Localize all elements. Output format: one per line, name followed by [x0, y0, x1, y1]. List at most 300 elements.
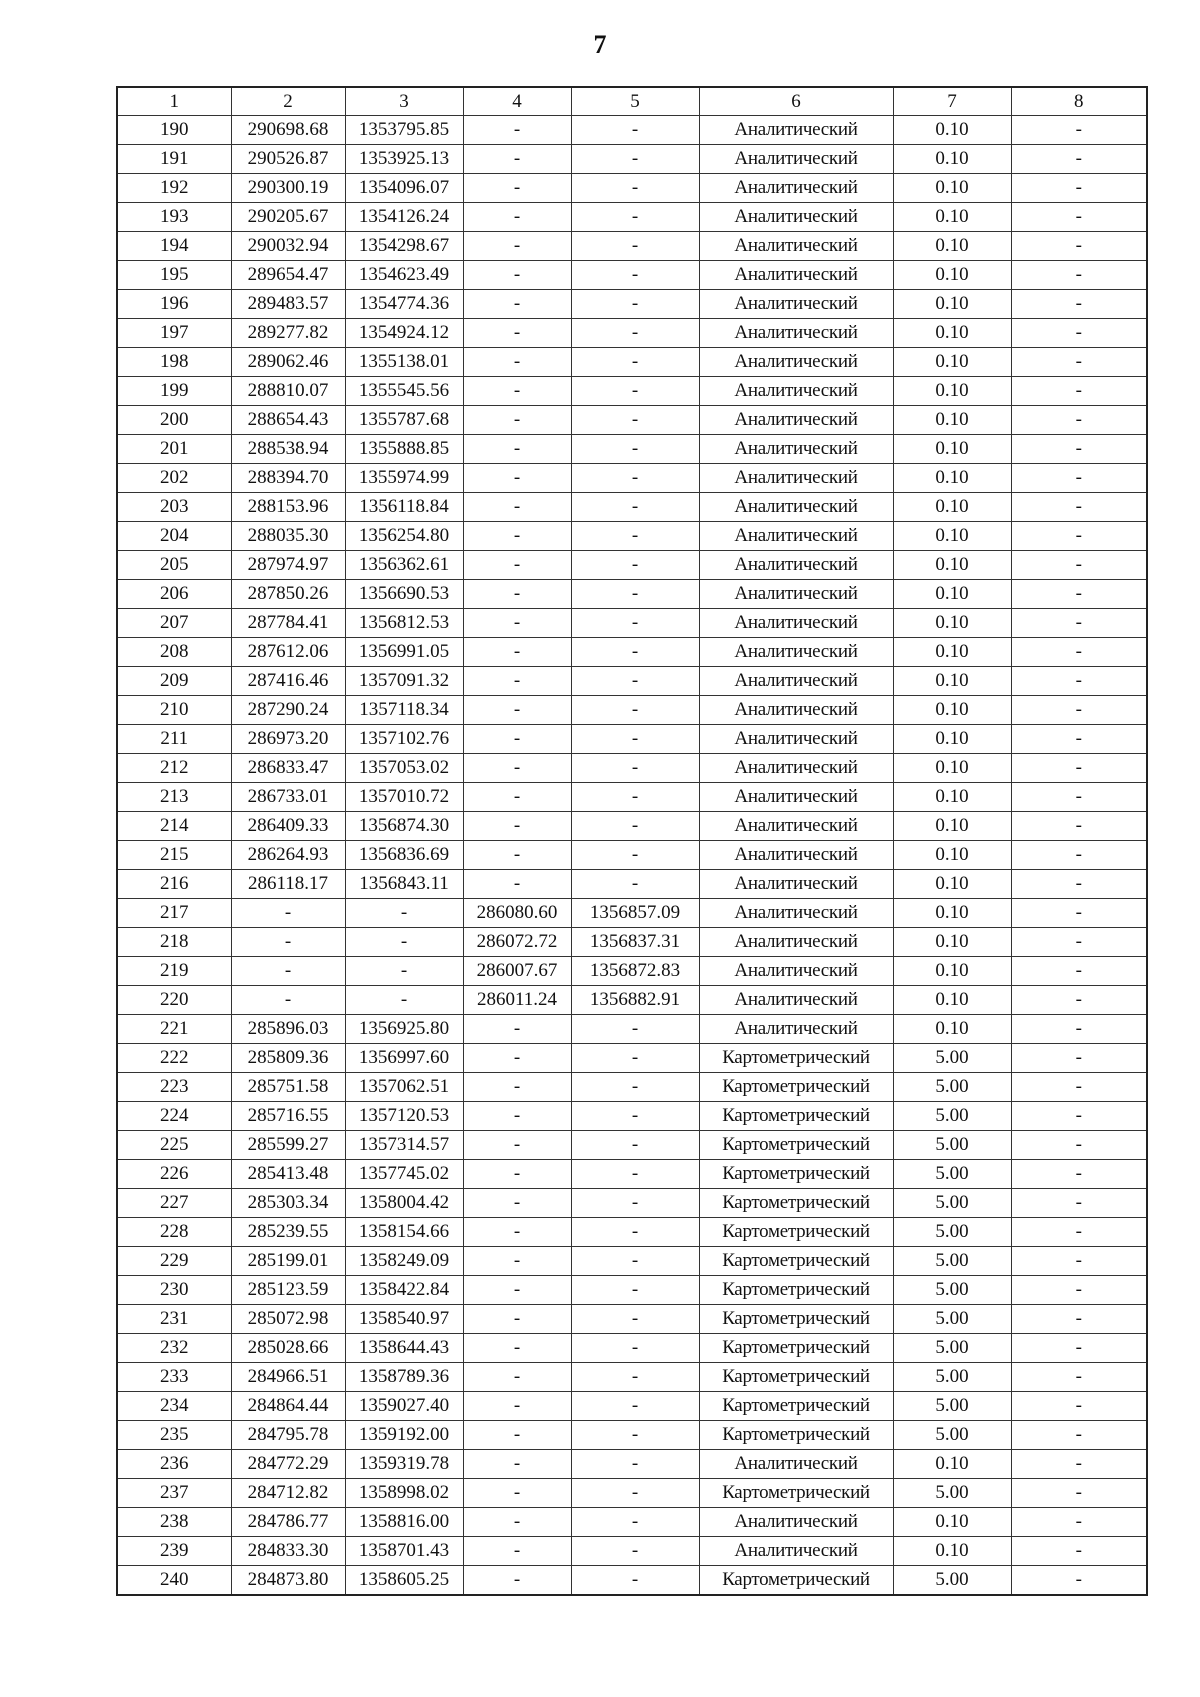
point-number-cell: 229 — [117, 1247, 231, 1276]
table-row — [117, 957, 1147, 986]
y-coordinate-cell: 1357120.53 — [345, 1102, 463, 1131]
accuracy-cell: 5.00 — [893, 1363, 1011, 1392]
point-number-cell: 222 — [117, 1044, 231, 1073]
table-row — [117, 1131, 1147, 1160]
accuracy-cell: 0.10 — [893, 957, 1011, 986]
x-coordinate-cell: 289062.46 — [231, 348, 345, 377]
x-coordinate-cell: 285751.58 — [231, 1073, 345, 1102]
point-number-cell: 213 — [117, 783, 231, 812]
table-row — [117, 1508, 1147, 1537]
table-row — [117, 1247, 1147, 1276]
table-row — [117, 1305, 1147, 1334]
x-coordinate-cell: 290526.87 — [231, 145, 345, 174]
y-new-coordinate-cell: - — [571, 725, 699, 754]
method-cell: Аналитический — [699, 609, 893, 638]
point-number-cell: 196 — [117, 290, 231, 319]
point-number-cell: 190 — [117, 116, 231, 145]
x-new-coordinate-cell: 286011.24 — [463, 986, 571, 1015]
x-coordinate-cell: - — [231, 899, 345, 928]
x-new-coordinate-cell: - — [463, 1479, 571, 1508]
point-number-cell: 240 — [117, 1566, 231, 1596]
accuracy-cell: 0.10 — [893, 899, 1011, 928]
method-cell: Аналитический — [699, 696, 893, 725]
x-new-coordinate-cell: - — [463, 551, 571, 580]
x-coordinate-cell: 285239.55 — [231, 1218, 345, 1247]
x-new-coordinate-cell: - — [463, 406, 571, 435]
table-row — [117, 609, 1147, 638]
accuracy-cell: 0.10 — [893, 203, 1011, 232]
y-new-coordinate-cell: - — [571, 290, 699, 319]
point-number-cell: 237 — [117, 1479, 231, 1508]
column-header: 8 — [1011, 87, 1147, 116]
method-cell: Аналитический — [699, 870, 893, 899]
y-coordinate-cell: 1354774.36 — [345, 290, 463, 319]
y-coordinate-cell: 1357314.57 — [345, 1131, 463, 1160]
y-coordinate-cell: 1356362.61 — [345, 551, 463, 580]
x-new-coordinate-cell: - — [463, 1334, 571, 1363]
table-row — [117, 551, 1147, 580]
table-row — [117, 841, 1147, 870]
y-new-coordinate-cell: - — [571, 348, 699, 377]
x-new-coordinate-cell: - — [463, 1566, 571, 1596]
y-coordinate-cell: 1357102.76 — [345, 725, 463, 754]
y-coordinate-cell: - — [345, 899, 463, 928]
table-row — [117, 464, 1147, 493]
x-new-coordinate-cell: - — [463, 1363, 571, 1392]
method-cell: Картометрический — [699, 1073, 893, 1102]
y-coordinate-cell: 1354924.12 — [345, 319, 463, 348]
x-new-coordinate-cell: 286080.60 — [463, 899, 571, 928]
table-row — [117, 725, 1147, 754]
y-new-coordinate-cell: 1356872.83 — [571, 957, 699, 986]
point-number-cell: 200 — [117, 406, 231, 435]
x-coordinate-cell: 284966.51 — [231, 1363, 345, 1392]
accuracy-cell: 5.00 — [893, 1131, 1011, 1160]
method-cell: Аналитический — [699, 377, 893, 406]
method-cell: Картометрический — [699, 1392, 893, 1421]
y-new-coordinate-cell: - — [571, 1566, 699, 1596]
y-new-coordinate-cell: - — [571, 551, 699, 580]
note-cell: - — [1011, 319, 1147, 348]
table-row — [117, 986, 1147, 1015]
note-cell: - — [1011, 464, 1147, 493]
method-cell: Картометрический — [699, 1247, 893, 1276]
table-row — [117, 174, 1147, 203]
x-coordinate-cell: 286733.01 — [231, 783, 345, 812]
method-cell: Аналитический — [699, 928, 893, 957]
y-new-coordinate-cell: - — [571, 261, 699, 290]
y-coordinate-cell: 1356812.53 — [345, 609, 463, 638]
y-coordinate-cell: 1354623.49 — [345, 261, 463, 290]
table-row — [117, 1044, 1147, 1073]
y-new-coordinate-cell: - — [571, 1131, 699, 1160]
table-row — [117, 1102, 1147, 1131]
method-cell: Картометрический — [699, 1189, 893, 1218]
point-number-cell: 209 — [117, 667, 231, 696]
note-cell: - — [1011, 696, 1147, 725]
y-coordinate-cell: 1359192.00 — [345, 1421, 463, 1450]
note-cell: - — [1011, 174, 1147, 203]
note-cell: - — [1011, 203, 1147, 232]
method-cell: Аналитический — [699, 986, 893, 1015]
accuracy-cell: 0.10 — [893, 290, 1011, 319]
x-new-coordinate-cell: - — [463, 116, 571, 145]
method-cell: Аналитический — [699, 174, 893, 203]
y-coordinate-cell: 1355787.68 — [345, 406, 463, 435]
table-row — [117, 667, 1147, 696]
accuracy-cell: 0.10 — [893, 145, 1011, 174]
note-cell: - — [1011, 957, 1147, 986]
table-row — [117, 928, 1147, 957]
point-number-cell: 217 — [117, 899, 231, 928]
table-row — [117, 435, 1147, 464]
x-new-coordinate-cell: - — [463, 725, 571, 754]
table-row — [117, 783, 1147, 812]
point-number-cell: 234 — [117, 1392, 231, 1421]
x-coordinate-cell: - — [231, 928, 345, 957]
method-cell: Аналитический — [699, 290, 893, 319]
point-number-cell: 224 — [117, 1102, 231, 1131]
accuracy-cell: 0.10 — [893, 1450, 1011, 1479]
accuracy-cell: 5.00 — [893, 1566, 1011, 1596]
accuracy-cell: 0.10 — [893, 232, 1011, 261]
y-new-coordinate-cell: - — [571, 232, 699, 261]
y-new-coordinate-cell: - — [571, 1073, 699, 1102]
point-number-cell: 205 — [117, 551, 231, 580]
accuracy-cell: 5.00 — [893, 1247, 1011, 1276]
method-cell: Аналитический — [699, 261, 893, 290]
x-new-coordinate-cell: - — [463, 609, 571, 638]
y-new-coordinate-cell: - — [571, 1276, 699, 1305]
y-new-coordinate-cell: - — [571, 522, 699, 551]
x-new-coordinate-cell: - — [463, 319, 571, 348]
note-cell: - — [1011, 1247, 1147, 1276]
y-new-coordinate-cell: - — [571, 1479, 699, 1508]
y-new-coordinate-cell: - — [571, 783, 699, 812]
x-new-coordinate-cell: - — [463, 145, 571, 174]
x-coordinate-cell: 290205.67 — [231, 203, 345, 232]
x-new-coordinate-cell: - — [463, 522, 571, 551]
y-coordinate-cell: - — [345, 957, 463, 986]
point-number-cell: 210 — [117, 696, 231, 725]
table-row — [117, 1392, 1147, 1421]
method-cell: Аналитический — [699, 957, 893, 986]
y-new-coordinate-cell: - — [571, 319, 699, 348]
method-cell: Аналитический — [699, 319, 893, 348]
method-cell: Картометрический — [699, 1160, 893, 1189]
method-cell: Аналитический — [699, 1508, 893, 1537]
point-number-cell: 202 — [117, 464, 231, 493]
y-coordinate-cell: 1357745.02 — [345, 1160, 463, 1189]
x-coordinate-cell: 288538.94 — [231, 435, 345, 464]
table-header-row — [117, 87, 1147, 116]
y-coordinate-cell: 1356836.69 — [345, 841, 463, 870]
y-new-coordinate-cell: - — [571, 1218, 699, 1247]
method-cell: Аналитический — [699, 203, 893, 232]
note-cell: - — [1011, 1450, 1147, 1479]
point-number-cell: 207 — [117, 609, 231, 638]
point-number-cell: 211 — [117, 725, 231, 754]
accuracy-cell: 5.00 — [893, 1073, 1011, 1102]
accuracy-cell: 0.10 — [893, 1508, 1011, 1537]
note-cell: - — [1011, 1363, 1147, 1392]
note-cell: - — [1011, 1508, 1147, 1537]
method-cell: Аналитический — [699, 667, 893, 696]
table-row — [117, 1189, 1147, 1218]
accuracy-cell: 0.10 — [893, 783, 1011, 812]
x-coordinate-cell: 285716.55 — [231, 1102, 345, 1131]
accuracy-cell: 0.10 — [893, 928, 1011, 957]
column-header: 1 — [117, 87, 231, 116]
method-cell: Аналитический — [699, 754, 893, 783]
y-coordinate-cell: 1358701.43 — [345, 1537, 463, 1566]
y-new-coordinate-cell: - — [571, 406, 699, 435]
y-coordinate-cell: 1356925.80 — [345, 1015, 463, 1044]
accuracy-cell: 0.10 — [893, 493, 1011, 522]
note-cell: - — [1011, 870, 1147, 899]
y-coordinate-cell: 1357053.02 — [345, 754, 463, 783]
y-coordinate-cell: 1358004.42 — [345, 1189, 463, 1218]
accuracy-cell: 0.10 — [893, 754, 1011, 783]
point-number-cell: 228 — [117, 1218, 231, 1247]
method-cell: Картометрический — [699, 1566, 893, 1596]
y-new-coordinate-cell: - — [571, 377, 699, 406]
point-number-cell: 208 — [117, 638, 231, 667]
y-new-coordinate-cell: - — [571, 1305, 699, 1334]
note-cell: - — [1011, 841, 1147, 870]
y-coordinate-cell: 1353795.85 — [345, 116, 463, 145]
x-new-coordinate-cell: 286007.67 — [463, 957, 571, 986]
table-row — [117, 522, 1147, 551]
column-header: 3 — [345, 87, 463, 116]
table-row — [117, 1421, 1147, 1450]
y-coordinate-cell: 1357062.51 — [345, 1073, 463, 1102]
point-number-cell: 238 — [117, 1508, 231, 1537]
x-coordinate-cell: - — [231, 986, 345, 1015]
x-coordinate-cell: 287416.46 — [231, 667, 345, 696]
point-number-cell: 235 — [117, 1421, 231, 1450]
y-coordinate-cell: 1357118.34 — [345, 696, 463, 725]
accuracy-cell: 0.10 — [893, 696, 1011, 725]
x-coordinate-cell: 286409.33 — [231, 812, 345, 841]
x-coordinate-cell: 285413.48 — [231, 1160, 345, 1189]
x-new-coordinate-cell: - — [463, 348, 571, 377]
point-number-cell: 195 — [117, 261, 231, 290]
y-new-coordinate-cell: - — [571, 1015, 699, 1044]
column-header: 5 — [571, 87, 699, 116]
x-new-coordinate-cell: - — [463, 696, 571, 725]
point-number-cell: 191 — [117, 145, 231, 174]
y-new-coordinate-cell: - — [571, 1160, 699, 1189]
y-new-coordinate-cell: - — [571, 493, 699, 522]
table-row — [117, 638, 1147, 667]
accuracy-cell: 0.10 — [893, 667, 1011, 696]
y-coordinate-cell: 1356118.84 — [345, 493, 463, 522]
y-new-coordinate-cell: - — [571, 1363, 699, 1392]
method-cell: Аналитический — [699, 493, 893, 522]
accuracy-cell: 5.00 — [893, 1305, 1011, 1334]
x-new-coordinate-cell: - — [463, 1450, 571, 1479]
note-cell: - — [1011, 551, 1147, 580]
table-row — [117, 580, 1147, 609]
table-row — [117, 1073, 1147, 1102]
y-coordinate-cell: 1358154.66 — [345, 1218, 463, 1247]
accuracy-cell: 0.10 — [893, 319, 1011, 348]
accuracy-cell: 5.00 — [893, 1218, 1011, 1247]
table-row — [117, 870, 1147, 899]
table-row — [117, 261, 1147, 290]
x-coordinate-cell: 284712.82 — [231, 1479, 345, 1508]
method-cell: Картометрический — [699, 1421, 893, 1450]
x-coordinate-cell: 284864.44 — [231, 1392, 345, 1421]
table-row — [117, 203, 1147, 232]
method-cell: Картометрический — [699, 1363, 893, 1392]
accuracy-cell: 5.00 — [893, 1334, 1011, 1363]
x-new-coordinate-cell: - — [463, 754, 571, 783]
x-coordinate-cell: 288153.96 — [231, 493, 345, 522]
note-cell: - — [1011, 1073, 1147, 1102]
x-coordinate-cell: 285896.03 — [231, 1015, 345, 1044]
table-row — [117, 1566, 1147, 1596]
point-number-cell: 223 — [117, 1073, 231, 1102]
column-header: 6 — [699, 87, 893, 116]
x-new-coordinate-cell: - — [463, 1131, 571, 1160]
x-new-coordinate-cell: - — [463, 1508, 571, 1537]
table-row — [117, 812, 1147, 841]
y-coordinate-cell: 1355138.01 — [345, 348, 463, 377]
point-number-cell: 227 — [117, 1189, 231, 1218]
point-number-cell: 203 — [117, 493, 231, 522]
accuracy-cell: 5.00 — [893, 1276, 1011, 1305]
point-number-cell: 230 — [117, 1276, 231, 1305]
x-coordinate-cell: 285199.01 — [231, 1247, 345, 1276]
method-cell: Аналитический — [699, 1450, 893, 1479]
y-new-coordinate-cell: - — [571, 638, 699, 667]
note-cell: - — [1011, 1160, 1147, 1189]
table-row — [117, 1160, 1147, 1189]
x-coordinate-cell: 284795.78 — [231, 1421, 345, 1450]
table-row — [117, 319, 1147, 348]
method-cell: Картометрический — [699, 1044, 893, 1073]
y-coordinate-cell: 1356991.05 — [345, 638, 463, 667]
y-coordinate-cell: 1356690.53 — [345, 580, 463, 609]
accuracy-cell: 5.00 — [893, 1421, 1011, 1450]
y-new-coordinate-cell: - — [571, 870, 699, 899]
method-cell: Аналитический — [699, 232, 893, 261]
x-coordinate-cell: 288810.07 — [231, 377, 345, 406]
point-number-cell: 215 — [117, 841, 231, 870]
x-coordinate-cell: 287290.24 — [231, 696, 345, 725]
note-cell: - — [1011, 1015, 1147, 1044]
x-new-coordinate-cell: - — [463, 812, 571, 841]
y-new-coordinate-cell: 1356837.31 — [571, 928, 699, 957]
x-coordinate-cell: 289483.57 — [231, 290, 345, 319]
accuracy-cell: 0.10 — [893, 261, 1011, 290]
y-coordinate-cell: - — [345, 928, 463, 957]
accuracy-cell: 0.10 — [893, 870, 1011, 899]
table-row — [117, 1537, 1147, 1566]
method-cell: Аналитический — [699, 1015, 893, 1044]
method-cell: Аналитический — [699, 899, 893, 928]
accuracy-cell: 5.00 — [893, 1102, 1011, 1131]
point-number-cell: 192 — [117, 174, 231, 203]
method-cell: Картометрический — [699, 1102, 893, 1131]
y-coordinate-cell: 1358816.00 — [345, 1508, 463, 1537]
note-cell: - — [1011, 1044, 1147, 1073]
y-coordinate-cell: 1356254.80 — [345, 522, 463, 551]
table-row — [117, 1218, 1147, 1247]
method-cell: Аналитический — [699, 435, 893, 464]
accuracy-cell: 0.10 — [893, 580, 1011, 609]
y-coordinate-cell: 1355545.56 — [345, 377, 463, 406]
table-row — [117, 377, 1147, 406]
accuracy-cell: 0.10 — [893, 812, 1011, 841]
point-number-cell: 199 — [117, 377, 231, 406]
x-new-coordinate-cell: - — [463, 580, 571, 609]
y-coordinate-cell: 1358249.09 — [345, 1247, 463, 1276]
accuracy-cell: 0.10 — [893, 522, 1011, 551]
x-new-coordinate-cell: - — [463, 1189, 571, 1218]
note-cell: - — [1011, 1479, 1147, 1508]
accuracy-cell: 0.10 — [893, 986, 1011, 1015]
method-cell: Аналитический — [699, 348, 893, 377]
note-cell: - — [1011, 667, 1147, 696]
x-new-coordinate-cell: - — [463, 638, 571, 667]
note-cell: - — [1011, 638, 1147, 667]
accuracy-cell: 0.10 — [893, 464, 1011, 493]
method-cell: Аналитический — [699, 145, 893, 174]
x-new-coordinate-cell: - — [463, 232, 571, 261]
y-new-coordinate-cell: - — [571, 1334, 699, 1363]
point-number-cell: 197 — [117, 319, 231, 348]
note-cell: - — [1011, 261, 1147, 290]
method-cell: Аналитический — [699, 783, 893, 812]
x-coordinate-cell: 288394.70 — [231, 464, 345, 493]
accuracy-cell: 0.10 — [893, 348, 1011, 377]
accuracy-cell: 5.00 — [893, 1044, 1011, 1073]
x-new-coordinate-cell: - — [463, 493, 571, 522]
note-cell: - — [1011, 1566, 1147, 1596]
point-number-cell: 236 — [117, 1450, 231, 1479]
y-coordinate-cell: 1355888.85 — [345, 435, 463, 464]
method-cell: Картометрический — [699, 1276, 893, 1305]
method-cell: Аналитический — [699, 580, 893, 609]
column-header: 4 — [463, 87, 571, 116]
y-coordinate-cell: 1356874.30 — [345, 812, 463, 841]
note-cell: - — [1011, 1102, 1147, 1131]
note-cell: - — [1011, 725, 1147, 754]
note-cell: - — [1011, 986, 1147, 1015]
y-coordinate-cell: 1359319.78 — [345, 1450, 463, 1479]
table-row — [117, 1276, 1147, 1305]
x-coordinate-cell: 290698.68 — [231, 116, 345, 145]
page-number: 7 — [593, 30, 607, 59]
method-cell: Аналитический — [699, 725, 893, 754]
y-coordinate-cell: 1358422.84 — [345, 1276, 463, 1305]
note-cell: - — [1011, 783, 1147, 812]
y-new-coordinate-cell: - — [571, 667, 699, 696]
y-new-coordinate-cell: - — [571, 1421, 699, 1450]
method-cell: Картометрический — [699, 1334, 893, 1363]
accuracy-cell: 5.00 — [893, 1479, 1011, 1508]
accuracy-cell: 0.10 — [893, 1537, 1011, 1566]
y-new-coordinate-cell: 1356857.09 — [571, 899, 699, 928]
y-new-coordinate-cell: - — [571, 1537, 699, 1566]
x-coordinate-cell: 288035.30 — [231, 522, 345, 551]
accuracy-cell: 0.10 — [893, 116, 1011, 145]
note-cell: - — [1011, 522, 1147, 551]
method-cell: Аналитический — [699, 464, 893, 493]
